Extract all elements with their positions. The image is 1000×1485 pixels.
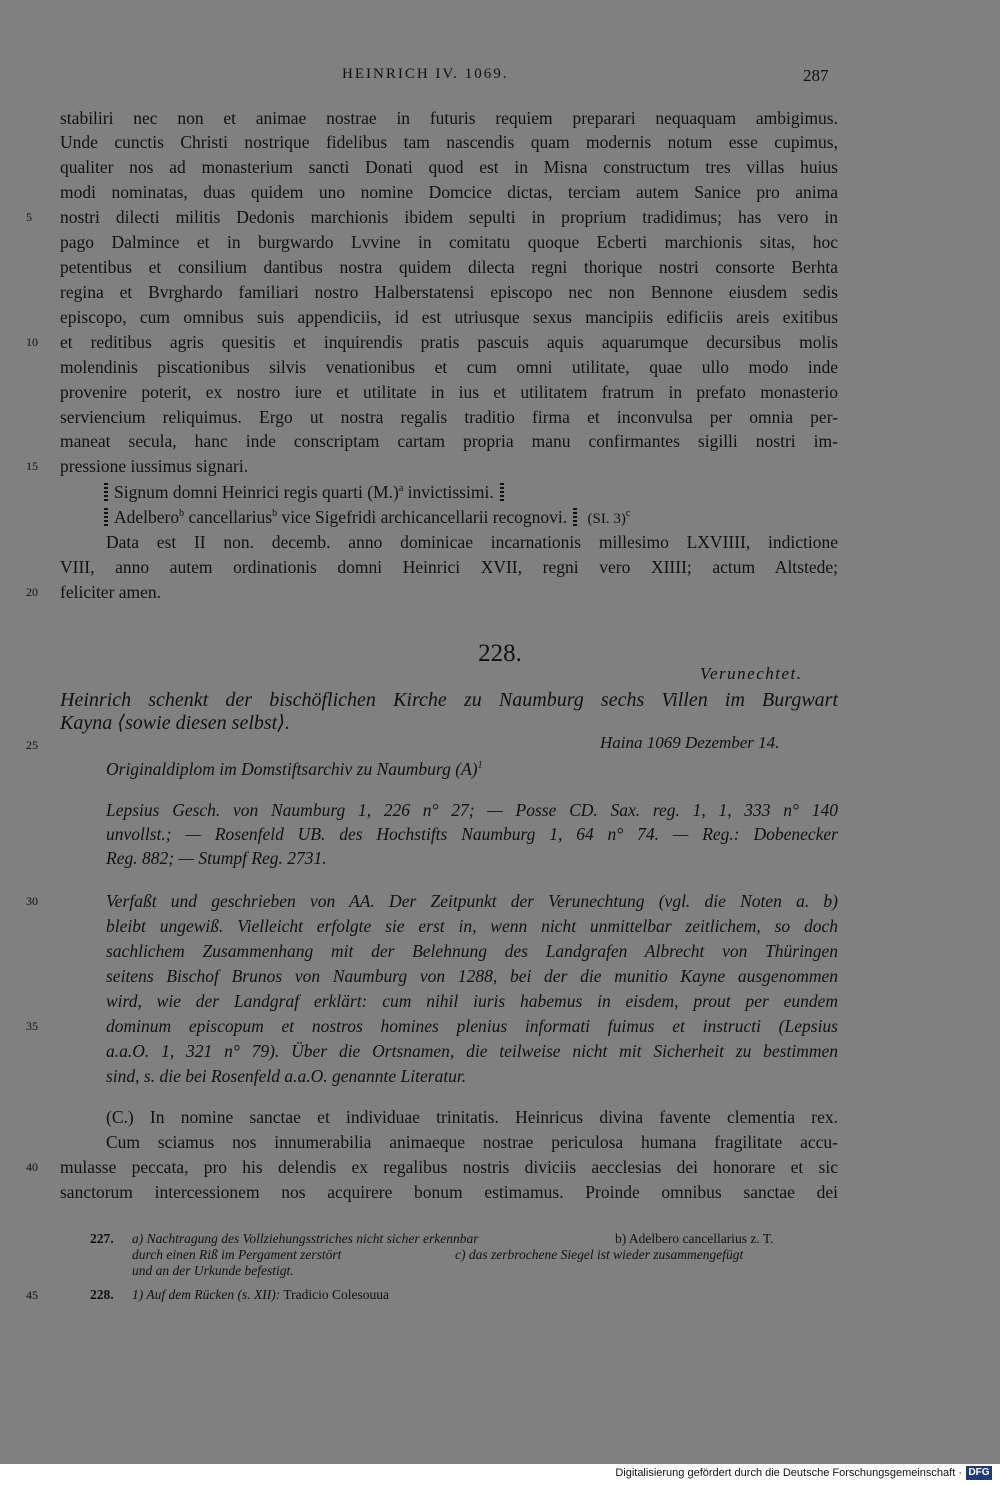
line-number: 30 [26, 894, 38, 908]
recognition-line: Adelbero$^b$ cancellarius$^b$ vice Sigefridi archicancellarii recognovi. (SI. 3)$^c$ [98, 505, 830, 531]
text-line: episcopo, cum omnibus suis appendiciis, id est utriusque sexus mancipiis edificiis areis exitibus [60, 307, 838, 327]
footnote-text: durch einen Riß im Pergament zerstört [132, 1247, 342, 1262]
footnote-text: und an der Urkunde befestigt. [132, 1263, 294, 1278]
text-line: sanctorum intercessionem nos acquirere bonum estimamus. Proinde omnibus sanctae dei [60, 1182, 838, 1202]
text-line: molendinis piscationibus silvis venationibus et cum omni utilitate, quae ullo modo inde [60, 357, 838, 377]
footnote-text: a) Nachtragung des Vollziehungsstriches nicht sicher erkennbar [132, 1231, 479, 1246]
footnote-text: c) das zerbrochene Siegel ist wieder zusammengefügt [455, 1247, 744, 1262]
text-line: maneat secula, hanc inde conscriptam cartam propria manu confirmantes sigilli nostri im- [60, 431, 838, 451]
chrismon-mark [500, 483, 504, 501]
funding-credit: Digitalisierung gefördert durch die Deutsche Forschungsgemeinschaft · [615, 1467, 962, 1479]
line-number: 20 [26, 585, 38, 599]
place-date: Haina 1069 Dezember 14. [600, 733, 780, 752]
document-status: Verunechtet. [700, 664, 803, 683]
footer-bar [0, 1464, 1000, 1485]
dating-line: feliciter amen. [60, 582, 162, 602]
commentary-line: dominum episcopum et nostros homines plenius informati fuimus et instructi (Lepsius [106, 1016, 838, 1036]
page-number: 287 [803, 66, 829, 85]
signum-line: Signum domni Heinrici regis quarti $(M.)^a$ invictissimi. [98, 480, 830, 504]
line-number: 25 [26, 738, 38, 752]
edition-line: Lepsius Gesch. von Naumburg 1, 226 n° 27; — Posse CD. Sax. reg. 1, 1, 333 n° 140 [106, 800, 838, 820]
text-line: mulasse peccata, pro his delendis ex regalibus nostris diviciis aecclesias dei honorare et sic [60, 1157, 838, 1177]
edition-line: Reg. 882; — Stumpf Reg. 2731. [106, 848, 327, 868]
text-line: (C.) In nomine sanctae et individuae trinitatis. Heinricus divina favente clementia rex. [106, 1107, 838, 1127]
text-line: regina et Bvrghardo familiari nostro Halberstatensi episcopo nec non Bennone eiusdem sedis [60, 282, 838, 302]
document-number: 228. [478, 640, 522, 667]
text-line: stabiliri nec non et animae nostrae in futuris requiem preparari nequaquam ambigimus. [60, 108, 838, 128]
commentary-line: bleibt ungewiß. Vielleicht erfolgte sie erst in, wenn nicht unmittelbar zeitlichem, so doch [106, 916, 838, 936]
dating-line: VIII, anno autem ordinationis domni Heinrici XVII, regni vero XIIII; actum Altstede; [60, 557, 838, 577]
text-line: Cum sciamus nos innumerabilia animaeque nostrae periculosa humana fragilitate accu- [106, 1132, 838, 1152]
regest-line: Heinrich schenkt der bischöflichen Kirche zu Naumburg sechs Villen im Burgwart [60, 689, 838, 711]
line-number: 45 [26, 1288, 38, 1302]
text-line: pago Dalmince et in burgwardo Lvvine in comitatu quoque Ecberti marchionis sitas, hoc [60, 232, 838, 252]
line-number: 10 [26, 335, 38, 349]
dfg-logo: DFG [966, 1466, 992, 1480]
running-title: HEINRICH IV. 1069. [342, 66, 509, 82]
commentary-line: wird, wie der Landgraf erklärt: cum nihil iuris habemus in eisdem, prout per eundem [106, 991, 838, 1011]
tradition-line: Originaldiplom im Domstiftsarchiv zu Naumburg $(A)^1$ [106, 759, 483, 779]
commentary-line: seitens Bischof Brunos von Naumburg von 1288, bei der die munitio Kayne ausgenommen [106, 966, 838, 986]
footnote-text: b) Adelbero cancellarius z. T. [615, 1231, 774, 1246]
edition-line: unvollst.; — Rosenfeld UB. des Hochstifts Naumburg 1, 64 n° 74. — Reg.: Dobenecker [106, 824, 838, 844]
chrismon-mark [104, 508, 108, 526]
footnote-label: 227. [90, 1231, 114, 1246]
commentary-line: a.a.O. 1, 321 n° 79). Über die Ortsnamen, die teilweise nicht mit Sicherheit zu bestimmen [106, 1041, 838, 1061]
text-line: Unde cunctis Christi nostrique fidelibus tam nascendis quam modernis notum esse cupimus, [60, 132, 838, 152]
line-number: 40 [26, 1160, 38, 1174]
line-number: 15 [26, 459, 38, 473]
line-number: 5 [26, 210, 32, 224]
text-line: provenire poterit, ex nostro iure et utilitate in ius et utilitatem fratrum in prefato monasterio [60, 382, 838, 402]
regest-line: Kayna ⟨sowie diesen selbst⟩. [60, 712, 291, 734]
line-number: 35 [26, 1019, 38, 1033]
text-line: modi nominatas, duas quidem uno nomine Domcice dictas, terciam autem Sanice pro anima [60, 182, 838, 202]
commentary-line: sind, s. die bei Rosenfeld a.a.O. genannte Literatur. [106, 1066, 467, 1086]
footnote-label: 228. [90, 1287, 114, 1302]
text-line: qualiter nos ad monasterium sancti Donati quod est in Misna constructum tres villas huius [60, 157, 838, 177]
chrismon-mark [104, 483, 108, 501]
footnote-text: 1) Auf dem Rücken (s. XII): Tradicio Colesouua [132, 1287, 389, 1302]
text-line: serviencium reliquimus. Ergo ut nostra regalis traditio firma et inconvulsa per omnia per- [60, 407, 838, 427]
text-line: et reditibus agris quesitis et inquirendis pratis pascuis aquis aquarumque decursibus molis [60, 332, 838, 352]
text-line: petentibus et consilium dantibus nostra quidem dilecta regni thorique nostri consorte Berhta [60, 257, 838, 277]
commentary-line: Verfaßt und geschrieben von AA. Der Zeitpunkt der Verunechtung (vgl. die Noten a. b) [106, 891, 838, 911]
text-line: nostri dilecti militis Dedonis marchionis ibidem sepulti in proprium tradidimus; has vero in [60, 207, 838, 227]
dating-line: Data est II non. decemb. anno dominicae incarnationis millesimo LXVIIII, indictione [106, 532, 838, 552]
commentary-line: sachlichem Zusammenhang mit der Belehnung des Landgrafen Albrecht von Thüringen [106, 941, 838, 961]
chrismon-mark [573, 508, 577, 526]
text-line: pressione iussimus signari. [60, 456, 249, 476]
